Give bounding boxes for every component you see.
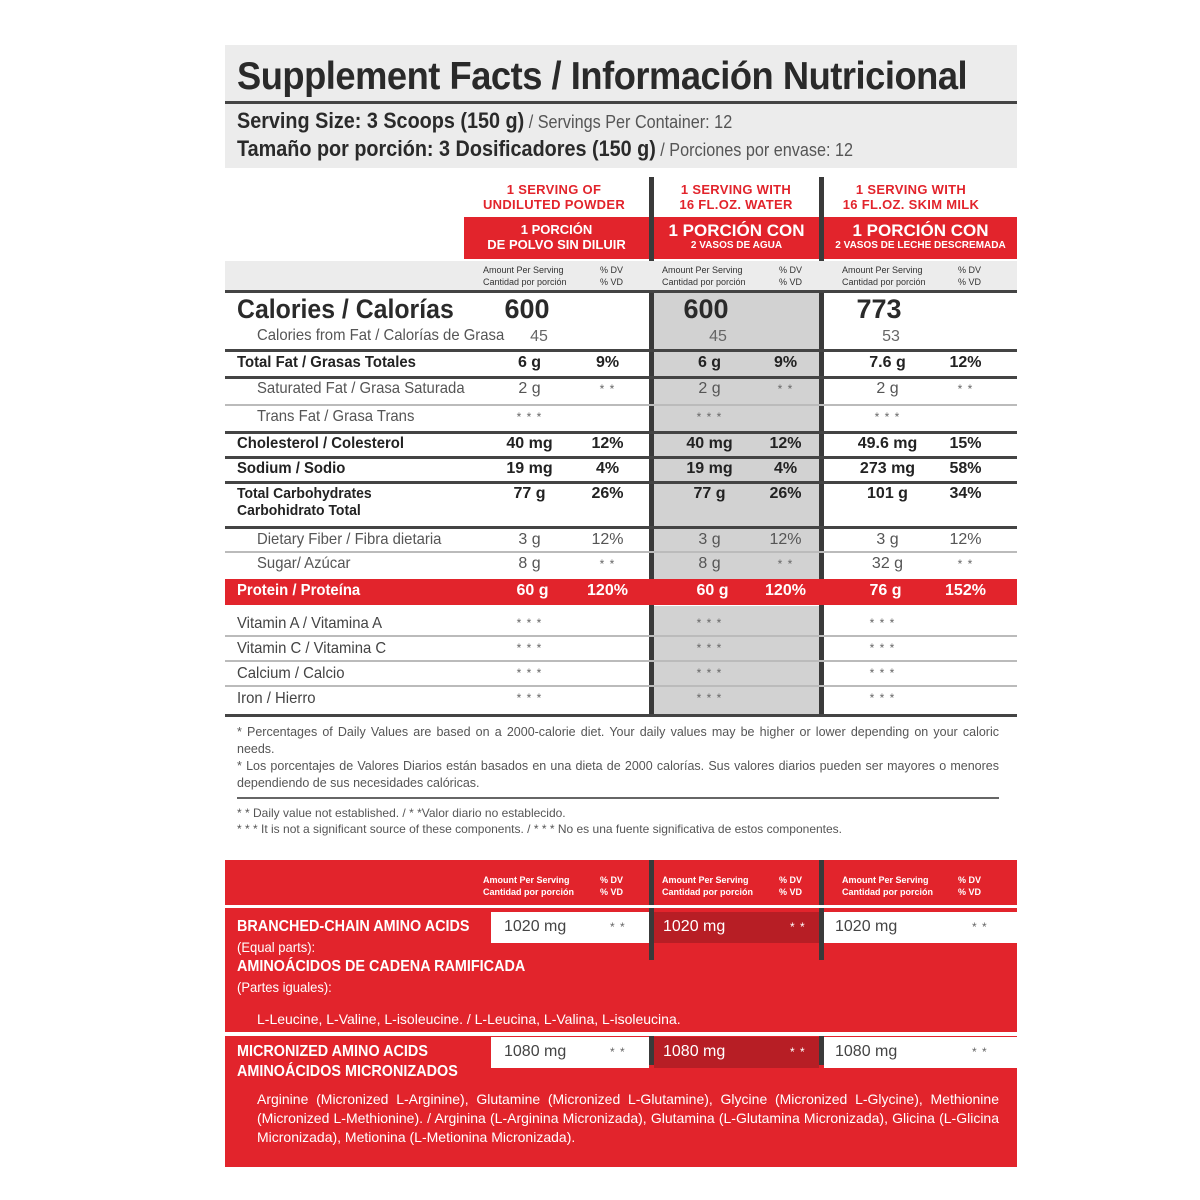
- nutrient-dv: * *: [599, 382, 616, 396]
- serving-size-en: Serving Size: 3 Scoops (150 g) / Servings Per Container: 12: [237, 108, 733, 133]
- bcaa-dv: * *: [972, 920, 988, 934]
- micronized-title-es: AMINOÁCIDOS MICRONIZADOS: [237, 1063, 458, 1080]
- nutrient-amount: * * *: [696, 410, 723, 424]
- nutrient-amount: * * *: [516, 410, 543, 424]
- column-red-header-milk: 1 PORCIÓN CON 2 VASOS DE LECHE DESCREMADA: [824, 217, 1017, 259]
- row-divider: [225, 404, 1017, 406]
- title-divider: [225, 101, 1017, 104]
- protein-dv: 152%: [945, 582, 986, 599]
- row-divider: [225, 551, 1017, 553]
- footnote-triple-star: * * * It is not a significant source of these components. / * * * No es una fuente significativa de estos componentes.: [237, 822, 843, 836]
- nutrient-amount: 273 mg: [859, 460, 916, 477]
- nutrient-amount: 7.6 g: [869, 354, 906, 371]
- nutrient-dv: 4%: [595, 460, 620, 477]
- calories-value: 773: [856, 294, 902, 324]
- micronized-value: 1080 mg: [835, 1043, 898, 1060]
- protein-value: 76 g: [869, 582, 902, 599]
- vitamin-value: * * *: [869, 666, 896, 680]
- bcaa-subtitle: (Equal parts):: [237, 939, 316, 955]
- nutrient-amount: 3 g: [698, 531, 721, 548]
- amount-per-serving-header: Amount Per Serving Cantidad por porción: [662, 875, 753, 897]
- nutrient-dv: * *: [599, 557, 616, 571]
- nutrient-dv: 26%: [769, 485, 802, 502]
- amino-divider: [225, 905, 1017, 908]
- nutrient-dv: * *: [777, 557, 794, 571]
- bcaa-value: 1020 mg: [504, 918, 567, 935]
- row-divider: [225, 349, 1017, 352]
- calories-value: 600: [504, 294, 550, 324]
- nutrient-dv: 12%: [949, 531, 982, 548]
- row-divider: [225, 526, 1017, 529]
- column-header-powder: 1 SERVING OF UNDILUTED POWDER: [482, 182, 626, 212]
- column-red-header-water: 1 PORCIÓN CON 2 VASOS DE AGUA: [654, 217, 819, 259]
- footnote-divider: [237, 797, 999, 799]
- nutrient-amount: 40 mg: [686, 435, 733, 452]
- protein-value: 60 g: [516, 582, 549, 599]
- page-title: Supplement Facts / Información Nutricional: [237, 55, 968, 98]
- row-divider: [225, 635, 1017, 637]
- micronized-dv: * *: [610, 1045, 626, 1059]
- column-header-milk: 1 SERVING WITH 16 FL.OZ. SKIM MILK: [842, 182, 980, 212]
- nutrient-label: Trans Fat / Grasa Trans: [257, 408, 415, 425]
- nutrient-dv: 4%: [773, 460, 798, 477]
- nutrient-label: Saturated Fat / Grasa Saturada: [257, 380, 465, 397]
- nutrient-label: Cholesterol / Colesterol: [237, 435, 405, 452]
- footnote-dv-es: * Los porcentajes de Valores Diarios están basados en una dieta de 2000 calorías. Sus valores diarios pueden ser mayores o menores dependiendo de sus necesidades calóricas.: [237, 759, 999, 790]
- vitamin-value: * * *: [696, 641, 723, 655]
- bcaa-title: BRANCHED-CHAIN AMINO ACIDS: [237, 918, 470, 935]
- amount-per-serving-header: Amount Per Serving Cantidad por porción: [842, 875, 933, 897]
- micronized-value: 1080 mg: [504, 1043, 567, 1060]
- dv-header: % DV % VD: [958, 265, 982, 287]
- bcaa-title-es: AMINOÁCIDOS DE CADENA RAMIFICADA: [237, 958, 526, 975]
- footnote-dv-en: * Percentages of Daily Values are based on a 2000-calorie diet. Your daily values may be higher or lower depending on your caloric needs.: [237, 725, 999, 756]
- nutrient-dv: 9%: [773, 354, 798, 371]
- row-divider: [225, 431, 1017, 434]
- vitamin-label: Calcium / Calcio: [237, 665, 345, 682]
- protein-dv: 120%: [587, 582, 628, 599]
- nutrient-dv: 12%: [591, 531, 624, 548]
- vitamin-label: Vitamin C / Vitamina C: [237, 640, 387, 657]
- calories-from-fat-value: 45: [709, 328, 727, 345]
- supplement-facts-label: [225, 45, 1017, 1167]
- nutrient-label: Dietary Fiber / Fibra dietaria: [257, 531, 442, 548]
- micronized-title: MICRONIZED AMINO ACIDS: [237, 1043, 428, 1060]
- nutrient-amount: 6 g: [697, 354, 722, 371]
- vitamin-label: Iron / Hierro: [237, 690, 316, 707]
- amount-per-serving-header: Amount Per Serving Cantidad por porción: [662, 265, 746, 287]
- amino-divider: [225, 1032, 1017, 1036]
- footnote-double-star: * * Daily value not established. / * *Valor diario no establecido.: [237, 806, 566, 820]
- nutrient-dv: * *: [777, 382, 794, 396]
- nutrient-dv: * *: [957, 382, 974, 396]
- bcaa-dv: * *: [790, 920, 806, 934]
- nutrient-dv: 12%: [769, 435, 802, 452]
- amino-acids-section: [225, 860, 1017, 1167]
- dv-header: % DV % VD: [600, 265, 624, 287]
- nutrient-amount: 3 g: [518, 531, 541, 548]
- nutrient-dv: * *: [957, 557, 974, 571]
- row-divider: [225, 456, 1017, 459]
- nutrient-dv: 58%: [949, 460, 982, 477]
- calories-label: Calories / Calorías: [237, 294, 454, 324]
- dv-header: % DV % VD: [779, 875, 803, 897]
- nutrient-amount: 77 g: [693, 485, 726, 502]
- bcaa-subtitle-es: (Partes iguales):: [237, 979, 332, 995]
- nutrient-label: Sodium / Sodio: [237, 460, 346, 477]
- vitamin-value: * * *: [869, 691, 896, 705]
- nutrient-dv: 12%: [769, 531, 802, 548]
- protein-label: Protein / Proteína: [237, 582, 361, 599]
- nutrient-amount: 40 mg: [506, 435, 553, 452]
- bcaa-detail: L-Leucine, L-Valine, L-isoleucine. / L-Leucina, L-Valina, L-isoleucina.: [257, 1011, 681, 1027]
- micronized-value: 1080 mg: [663, 1043, 726, 1060]
- nutrient-amount: 101 g: [867, 485, 908, 502]
- row-divider: [225, 685, 1017, 687]
- dv-header: % DV % VD: [600, 875, 624, 897]
- amount-per-serving-header: Amount Per Serving Cantidad por porción: [842, 265, 926, 287]
- dv-header: % DV % VD: [958, 875, 982, 897]
- vitamin-value: * * *: [696, 616, 723, 630]
- column-header-water: 1 SERVING WITH 16 FL.OZ. WATER: [679, 182, 793, 212]
- nutrient-dv: 9%: [595, 354, 620, 371]
- nutrient-amount: 3 g: [876, 531, 899, 548]
- nutrient-amount: 2 g: [518, 380, 541, 397]
- calories-value: 600: [683, 294, 729, 324]
- nutrient-dv: 12%: [591, 435, 624, 452]
- calories-from-fat-value: 45: [530, 328, 548, 345]
- vitamin-value: * * *: [869, 641, 896, 655]
- nutrient-amount: 6 g: [517, 354, 542, 371]
- vitamin-value: * * *: [516, 666, 543, 680]
- nutrient-dv: 34%: [949, 485, 982, 502]
- micronized-dv: * *: [972, 1045, 988, 1059]
- nutrient-dv: 15%: [949, 435, 982, 452]
- nutrient-amount: 19 mg: [506, 460, 553, 477]
- vitamin-value: * * *: [516, 691, 543, 705]
- column-divider: [649, 860, 654, 960]
- row-divider: [225, 660, 1017, 662]
- serving-size-es: Tamaño por porción: 3 Dosificadores (150 g) / Porciones por envase: 12: [237, 136, 854, 161]
- dv-header: % DV % VD: [779, 265, 803, 287]
- vitamin-value: * * *: [516, 641, 543, 655]
- nutrient-label: Sugar/ Azúcar: [257, 555, 351, 572]
- amount-per-serving-header: Amount Per Serving Cantidad por porción: [483, 265, 567, 287]
- vitamin-value: * * *: [869, 616, 896, 630]
- vitamin-value: * * *: [516, 616, 543, 630]
- row-divider: [225, 481, 1017, 484]
- vitamin-value: * * *: [696, 691, 723, 705]
- micronized-detail: Arginine (Micronized L-Arginine), Glutamine (Micronized L-Glutamine), Glycine (Micronized L-Glycine), Methionine (Micronized L-Methionine). / Arginina (L-Arginina Micronizada), Glutamina (L-Glutamina Micronizada), Glicina (L-Glicina Micronizada), Metionina (L-Metionina Micronizada).: [257, 1091, 999, 1145]
- protein-dv: 120%: [765, 582, 806, 599]
- nutrient-amount: 2 g: [876, 380, 899, 397]
- nutrient-amount: 32 g: [871, 555, 904, 572]
- vitamin-label: Vitamin A / Vitamina A: [237, 615, 383, 632]
- nutrient-amount: 8 g: [518, 555, 541, 572]
- row-divider: [225, 714, 1017, 717]
- nutrient-amount: 49.6 mg: [857, 435, 918, 452]
- micronized-dv: * *: [790, 1045, 806, 1059]
- column-red-header-powder: 1 PORCIÓN DE POLVO SIN DILUIR: [464, 217, 649, 259]
- nutrient-amount: 77 g: [513, 485, 546, 502]
- protein-value: 60 g: [696, 582, 729, 599]
- amount-per-serving-header: Amount Per Serving Cantidad por porción: [483, 875, 574, 897]
- row-divider: [225, 290, 1017, 293]
- calories-from-fat-label: Calories from Fat / Calorías de Grasa: [257, 327, 505, 344]
- nutrient-amount: * * *: [874, 410, 901, 424]
- bcaa-dv: * *: [610, 920, 626, 934]
- vitamin-value: * * *: [696, 666, 723, 680]
- nutrient-label-es: Carbohidrato Total: [237, 502, 361, 519]
- calories-from-fat-value: 53: [882, 328, 900, 345]
- nutrient-amount: 8 g: [698, 555, 721, 572]
- nutrient-dv: 12%: [949, 354, 982, 371]
- bcaa-value: 1020 mg: [663, 918, 726, 935]
- nutrient-dv: 26%: [591, 485, 624, 502]
- nutrient-label: Total Carbohydrates: [237, 485, 372, 502]
- bcaa-value: 1020 mg: [835, 918, 898, 935]
- nutrient-amount: 2 g: [698, 380, 721, 397]
- row-divider: [225, 376, 1017, 379]
- column-divider: [819, 860, 824, 960]
- nutrient-amount: 19 mg: [686, 460, 733, 477]
- nutrient-label: Total Fat / Grasas Totales: [237, 354, 416, 371]
